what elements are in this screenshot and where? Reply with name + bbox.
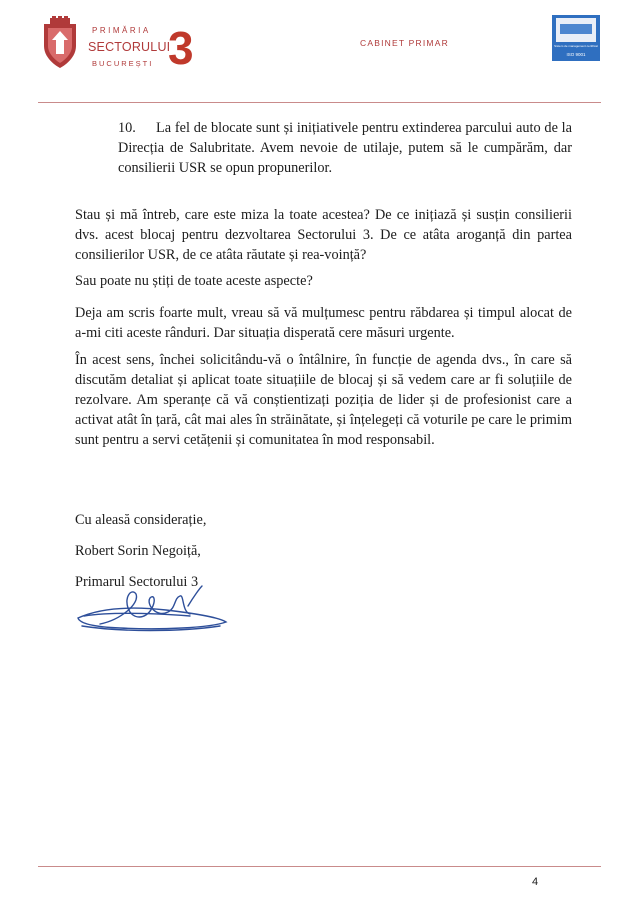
cabinet-label: CABINET PRIMAR: [360, 38, 449, 48]
logo-line-sectorului: SECTORULUI: [88, 40, 171, 54]
closing-salutation: Cu aleasă considerație,: [75, 512, 207, 528]
coat-of-arms-icon: [38, 16, 82, 72]
handwritten-signature: [70, 582, 235, 638]
logo-line-primaria: PRIMĂRIA: [92, 26, 151, 35]
logo-wordmark: [88, 22, 194, 74]
paragraph-meeting-request: În acest sens, închei solicitându-vă o întâlnire, în funcție de agenda dvs., în care să discutăm detaliat și aplicat toate situațiile de blocaj și să vedem care ar fi soluțiile de rezolvare. Am speranțe că vă conștientizați poziția de lider și de profesionist care a activat atât în țară, cât mai ales în străinătate, și înțelegeți că voturile pe care le primim sunt pentru a servi cetățenii și comunitatea în mod responsabil.: [75, 352, 572, 448]
list-item-text: La fel de blocate sunt și inițiativele pentru extinderea parcului auto de la Direcția de Salubritate. Avem nevoie de utilaje, putem să le cumpărăm, dar consilierii USR se opun propunerilor.: [118, 120, 572, 176]
certification-caption: Sistem de management certificat: [554, 44, 598, 48]
certification-emblem-icon: [556, 18, 596, 42]
logo-line-bucuresti: BUCUREȘTI: [92, 59, 154, 68]
list-item-10: [118, 118, 572, 178]
signatory-title: Primarul Sectorului 3: [75, 574, 199, 590]
header-divider: [38, 102, 601, 103]
certification-standard: ISO 9001: [566, 52, 586, 57]
paragraph-question: Stau și mă întreb, care este miza la toate acestea? De ce inițiază și susțin consilierii dvs. acest blocaj pentru dezvoltarea Sectorului 3. De ce atâta aroganță din partea consilierilor USR, de ce atâta răutate și rea-voință?: [75, 207, 572, 263]
footer-divider: [38, 866, 601, 867]
paragraph-aspects: Sau poate nu știți de toate aceste aspecte?: [75, 273, 313, 289]
logo-sector-number: 3: [168, 22, 194, 74]
signatory-name: Robert Sorin Negoiță,: [75, 543, 201, 559]
list-item-number: 10.: [118, 120, 136, 136]
certification-badge: [552, 15, 600, 61]
paragraph-thanks: Deja am scris foarte mult, vreau să vă mulțumesc pentru răbdarea și timpul alocat de a-mi citi aceste rânduri. Dar situația disperată cere măsuri urgente.: [75, 305, 572, 341]
page-number: 4: [532, 876, 539, 888]
primaria-logo: [38, 12, 198, 76]
